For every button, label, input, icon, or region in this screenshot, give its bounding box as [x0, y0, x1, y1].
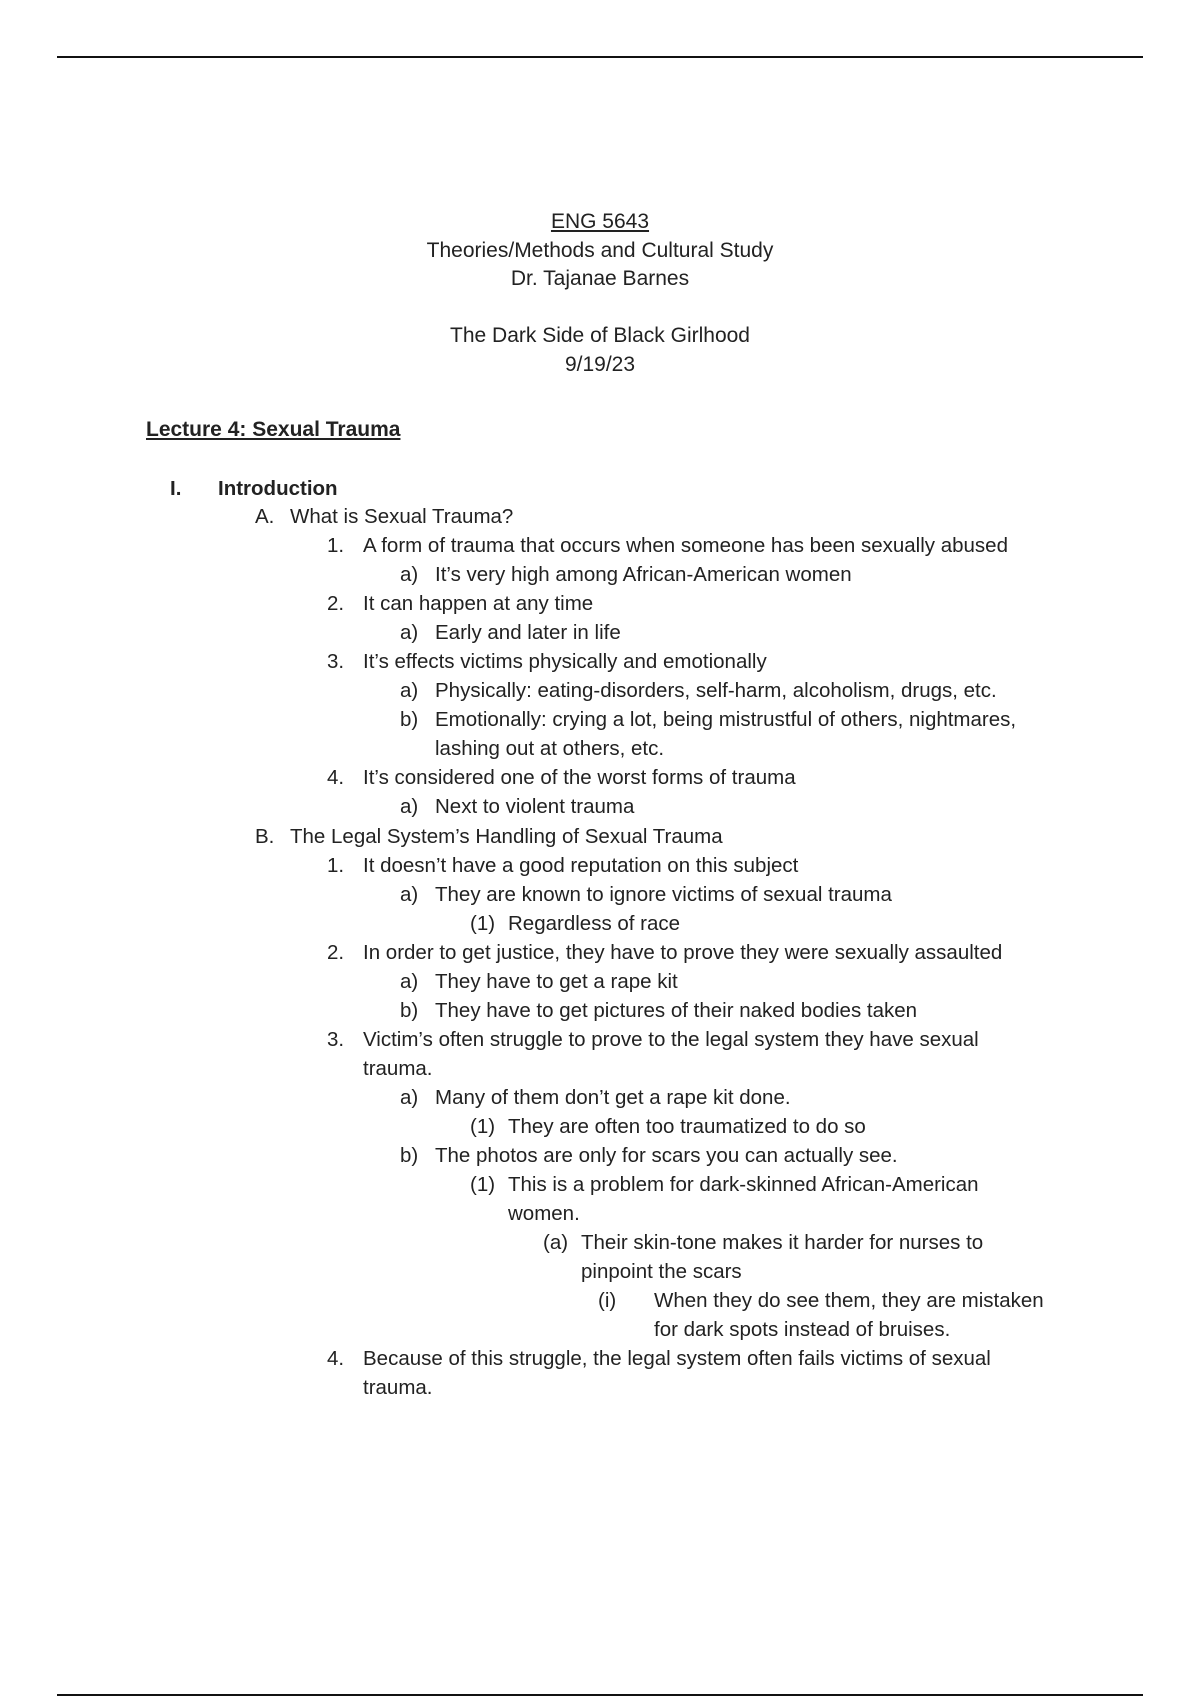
top-rule — [57, 56, 1143, 58]
lecture-topic: The Dark Side of Black Girlhood — [450, 324, 750, 347]
bottom-rule — [57, 1694, 1143, 1696]
outline-text: lashing out at others, etc. — [435, 737, 665, 760]
outline-text: The Legal System’s Handling of Sexual Trauma — [290, 825, 723, 848]
outline-text: The photos are only for scars you can actually see. — [435, 1144, 898, 1167]
outline-marker: a) — [400, 795, 419, 818]
outline-text: trauma. — [363, 1057, 433, 1080]
outline-marker: 2. — [327, 941, 345, 964]
outline-marker: b) — [400, 999, 419, 1022]
outline-text: trauma. — [363, 1376, 433, 1399]
outline-text: They have to get a rape kit — [435, 970, 678, 993]
outline-marker: b) — [400, 708, 419, 731]
outline-marker: 1. — [327, 534, 345, 557]
outline-text: Emotionally: crying a lot, being mistrustful of others, nightmares, — [435, 708, 1017, 731]
outline-marker: a) — [400, 883, 419, 906]
outline-marker: 2. — [327, 592, 345, 615]
course-name: Theories/Methods and Cultural Study — [426, 238, 774, 262]
outline-marker: a) — [400, 621, 419, 644]
outline-text: It doesn’t have a good reputation on this subject — [363, 854, 799, 877]
outline-marker: B. — [255, 825, 275, 848]
outline-text: What is Sexual Trauma? — [290, 505, 514, 528]
outline-marker: (1) — [470, 912, 496, 935]
outline-text: Victim’s often struggle to prove to the legal system they have sexual — [363, 1028, 979, 1051]
outline-text: It’s effects victims physically and emotionally — [363, 650, 767, 673]
outline-text: Early and later in life — [435, 621, 621, 644]
outline-text: It’s very high among African-American women — [435, 563, 852, 586]
outline-marker: b) — [400, 1144, 419, 1167]
document-header — [0, 208, 1200, 379]
lecture-date: 9/19/23 — [564, 352, 636, 376]
course-code: ENG 5643 — [550, 210, 650, 233]
outline-text: They are often too traumatized to do so — [508, 1115, 866, 1138]
outline-text: Because of this struggle, the legal system often fails victims of sexual — [363, 1347, 991, 1370]
outline-text: Physically: eating-disorders, self-harm, alcoholism, drugs, etc. — [435, 679, 997, 702]
outline-marker: A. — [255, 505, 275, 528]
outline-marker: (i) — [598, 1289, 617, 1312]
outline-marker: 4. — [327, 1347, 345, 1370]
outline-text: It’s considered one of the worst forms of trauma — [363, 766, 796, 789]
outline-marker: (a) — [543, 1231, 569, 1254]
outline-text: for dark spots instead of bruises. — [654, 1318, 951, 1341]
outline-marker: (1) — [470, 1115, 496, 1138]
outline-text: They are known to ignore victims of sexual trauma — [435, 883, 892, 906]
outline-text: This is a problem for dark-skinned African-American — [508, 1173, 979, 1196]
lecture-title: Lecture 4: Sexual Trauma — [146, 418, 401, 441]
outline-marker: 3. — [327, 650, 345, 673]
header-spacer — [0, 294, 1200, 323]
outline-text: They have to get pictures of their naked bodies taken — [435, 999, 918, 1022]
outline-marker: (1) — [470, 1173, 496, 1196]
outline-marker: a) — [400, 679, 419, 702]
outline-text: Their skin-tone makes it harder for nurses to — [581, 1231, 984, 1254]
outline-text: Regardless of race — [508, 912, 681, 935]
outline-heading: Introduction — [218, 477, 338, 500]
outline-marker: 4. — [327, 766, 345, 789]
outline-marker: 1. — [327, 854, 345, 877]
outline-text: Many of them don’t get a rape kit done. — [435, 1086, 791, 1109]
instructor-name: Dr. Tajanae Barnes — [510, 267, 690, 290]
outline-marker: a) — [400, 563, 419, 586]
outline-text: women. — [508, 1202, 580, 1225]
outline-text: pinpoint the scars — [581, 1260, 742, 1283]
outline-marker: 3. — [327, 1028, 345, 1051]
outline-text: When they do see them, they are mistaken — [654, 1289, 1044, 1312]
outline-marker: I. — [170, 477, 182, 500]
outline-marker: a) — [400, 1086, 419, 1109]
outline-text: It can happen at any time — [363, 592, 594, 615]
outline-text: A form of trauma that occurs when someone has been sexually abused — [363, 534, 1008, 557]
outline-marker: a) — [400, 970, 419, 993]
outline-text: In order to get justice, they have to prove they were sexually assaulted — [363, 941, 1003, 964]
outline-text: Next to violent trauma — [435, 795, 635, 818]
